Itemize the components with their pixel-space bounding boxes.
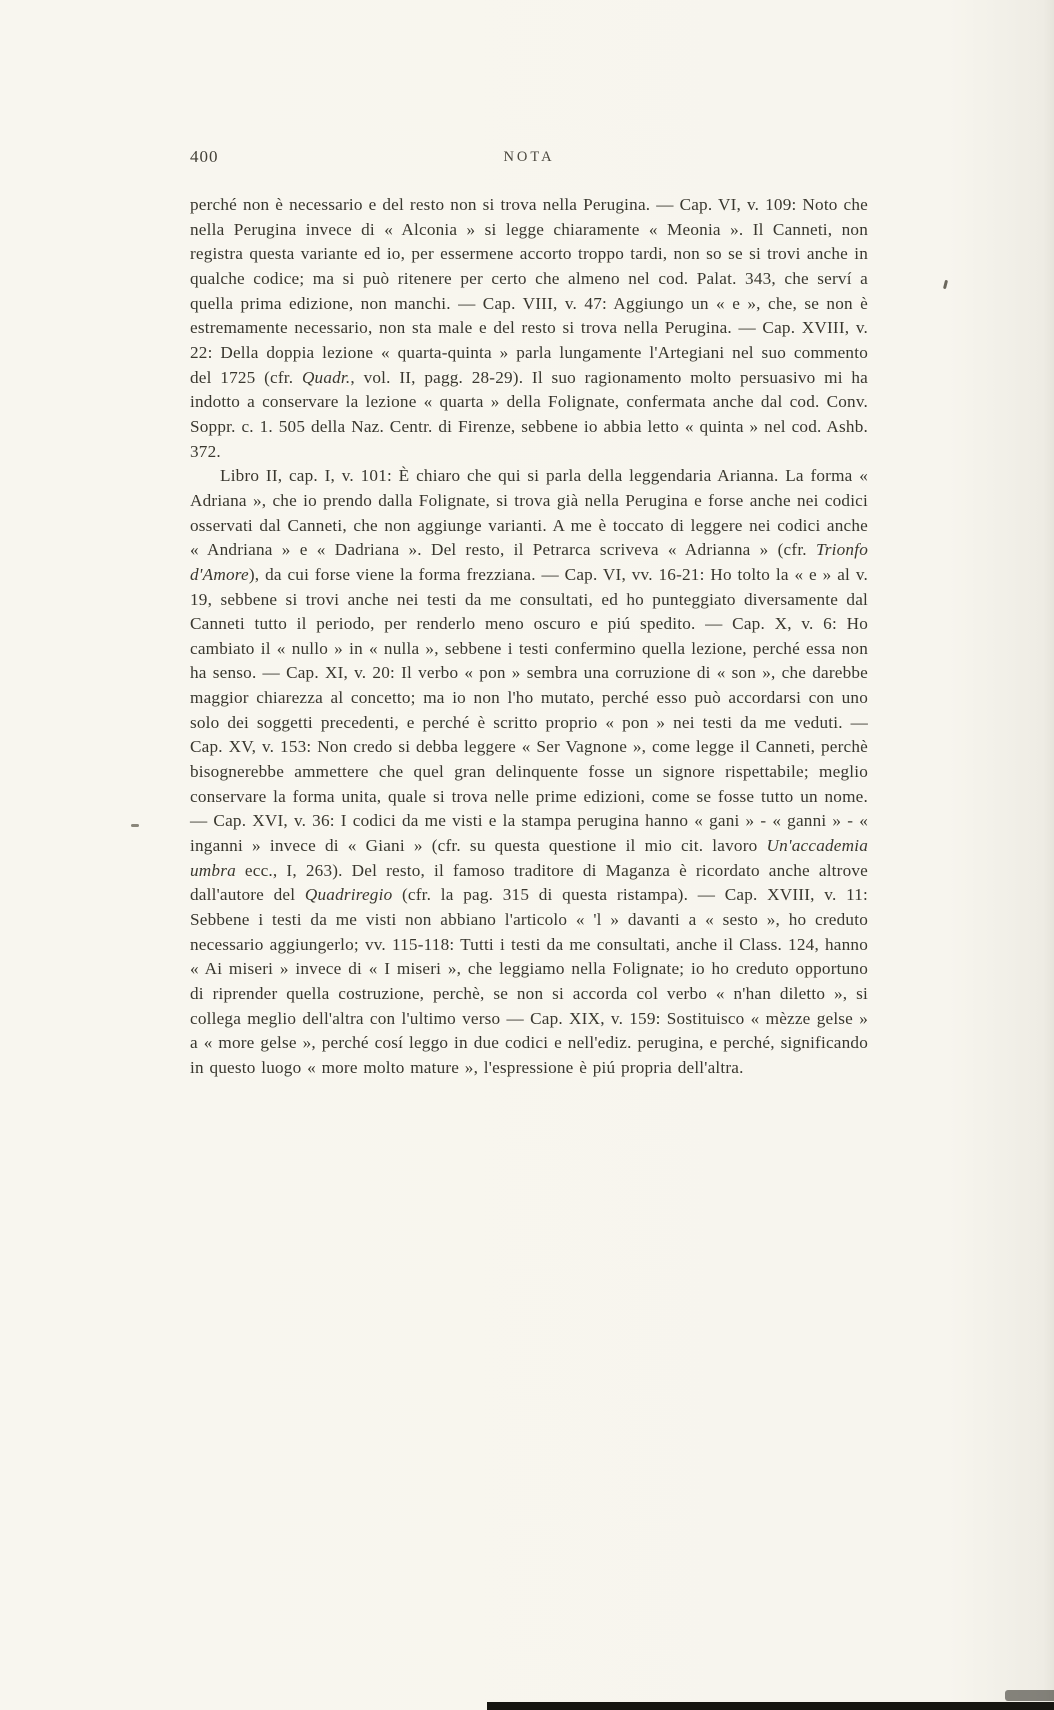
page-header [190, 147, 868, 171]
text-run: ), da cui forse viene la forma frezziana. — Cap. VI, vv. 16-21: Ho tolto la « e » al v. 19, sebbene si trovi anche nei testi da me consultati, ed ho punteggiato diversamente dal Canneti tutto il periodo, per renderlo meno oscuro e piú spedito. — Cap. X, v. 6: Ho cambiato il « nullo » in « nulla », sebbene i testi confermino quella lezione, perché essa non ha senso. — Cap. XI, v. 20: Il verbo « pon » sembra una corruzione di « son », che darebbe maggior chiarezza al concetto; ma io non l'ho mutato, perché esso può accordarsi con uno solo dei soggetti precedenti, e perché è scritto proprio « pon » nei testi da me veduti. — Cap. XV, v. 153: Non credo si debba leggere « Ser Vagnone », come legge il Canneti, perchè bisognerebbe ammettere che quel gran delinquente fosse un signore rispettabile; meglio conservare la forma unita, quale si trova nelle prime edizioni, come se fosse tutto un nome. — Cap. XVI, v. 36: I codici da me visti e la stampa perugina hanno « gani » - « ganni » - « inganni » invece di « Giani » (cfr. su questa questione il mio cit. lavoro [190, 564, 868, 856]
italic-text-run: Quadriregio [304, 885, 393, 905]
corner-smudge-artifact [1005, 1690, 1054, 1701]
scanner-edge-bar-artifact [487, 1702, 1054, 1710]
text-block [190, 193, 868, 1081]
paragraph [190, 464, 868, 1080]
italic-text-run: Un'accademia umbra [190, 836, 868, 880]
text-run: ecc., I, 263). Del resto, il famoso traditore di Maganza è ricordato anche altrove dall'autore del [190, 860, 868, 905]
text-run: perché non è necessario e del resto non si trova nella Perugina. — Cap. VI, v. 109: Noto che nella Perugina invece di « Alconia » si legge chiaramente « Meonia ». Il Canneti, non registra questa variante ed io, per essermene accorto troppo tardi, non so se si trovi anche in qualche codice; ma si può ritenere per certo che almeno nel cod. Palat. 343, che serví a quella prima edizione, non manchi. — Cap. VIII, v. 47: Aggiungo un « e », che, se non è estremamente necessario, non sta male e del resto si trova nella Perugina. — Cap. XVIII, v. 22: Della doppia lezione « quarta-quinta » parla lungamente l'Artegiani nel suo commento del 1725 (cfr. [190, 195, 868, 387]
margin-speck-artifact [131, 824, 139, 827]
text-run: (cfr. la pag. 315 di questa ristampa). — Cap. XVIII, v. 11: Sebbene i testi da me visti non abbiano l'articolo « 'l » davanti a « sesto », ho creduto necessario aggiungerlo; vv. 115-118: Tutti i testi da me consultati, anche il Class. 124, hanno « Ai miseri » invece di « I miseri », che leggiamo nella Folignate; io ho creduto opportuno di riprender quella costruzione, perchè, se non si accorda col verbo « n'han diletto », si collega meglio dell'altra con l'ultimo verso — Cap. XIX, v. 159: Sostituisco « mèzze gelse » a « more gelse », perché cosí leggo in due codici e nell'ediz. perugina, e perché, significando in questo luogo « more molto mature », l'espressione è piú propria dell'altra. [190, 885, 868, 1077]
edge-speck-artifact [943, 280, 948, 289]
italic-text-run: Trionfo d'Amore [190, 540, 868, 584]
page-number: 400 [190, 147, 219, 166]
italic-text-run: Quadr. [301, 367, 351, 387]
paragraph [190, 193, 868, 464]
running-title: NOTA [503, 149, 555, 165]
text-run: , vol. II, pagg. 28-29). Il suo ragionamento molto persuasivo mi ha indotto a conservare la lezione « quarta » della Folignate, confermata anche dal cod. Conv. Soppr. c. 1. 505 della Naz. Centr. di Firenze, sebbene io abbia letto « quinta » nel cod. Ashb. 372. [190, 367, 868, 461]
text-run: Libro II, cap. I, v. 101: È chiaro che qui si parla della leggendaria Arianna. La forma « Adriana », che io prendo dalla Folignate, si trova già nella Perugina e forse anche nei codici osservati dal Canneti, che non aggiunge varianti. A me è toccato di leggere nei codici anche « Andriana » e « Dadriana ». Del resto, il Petrarca scriveva « Adrianna » (cfr. [190, 466, 868, 560]
